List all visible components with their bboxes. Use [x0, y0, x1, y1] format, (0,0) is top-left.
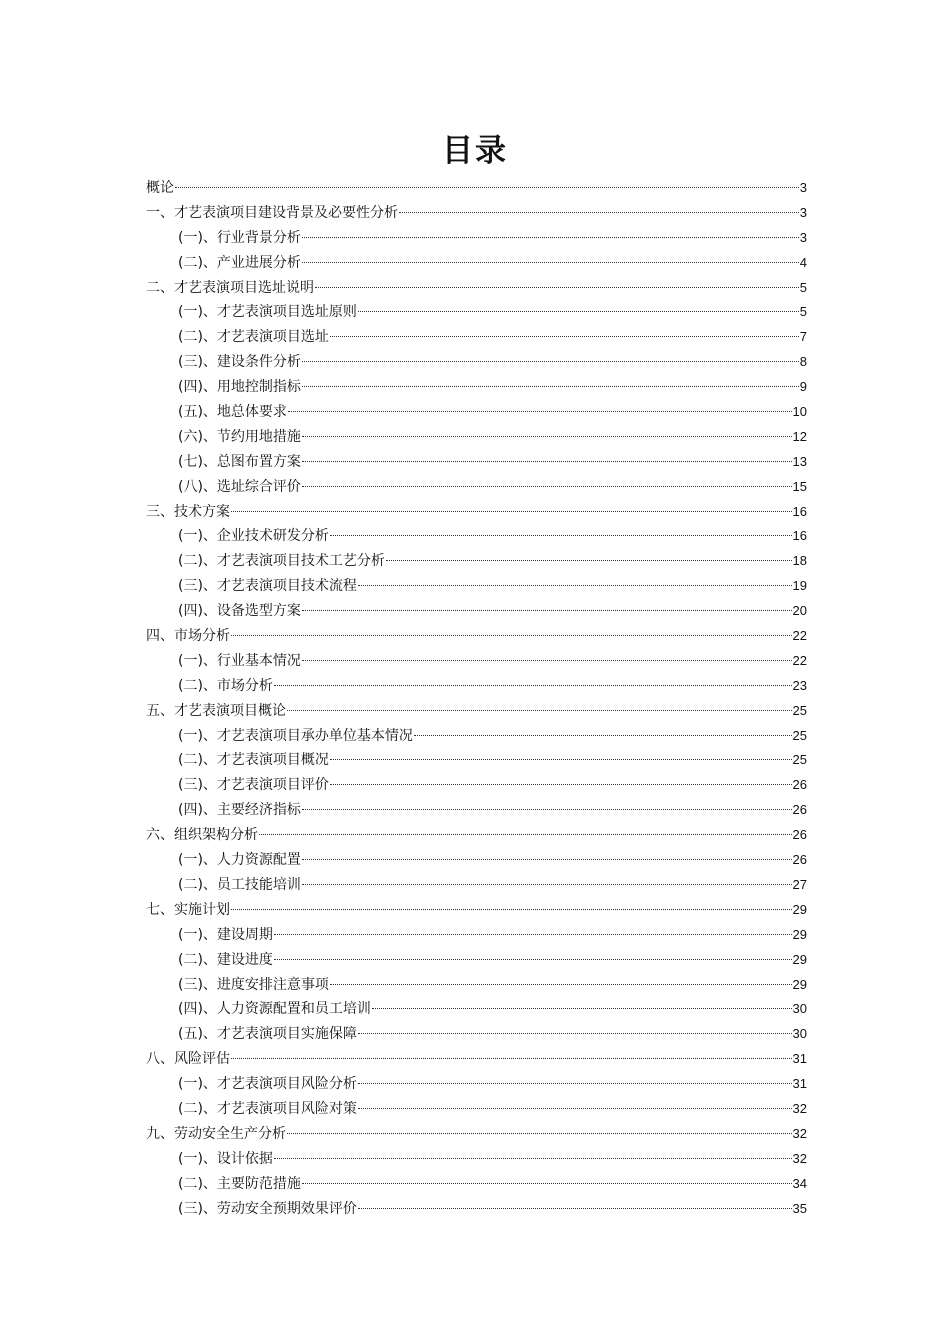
toc-dot-leader [399, 212, 799, 213]
toc-entry-label: (三)、劳动安全预期效果评价 [178, 1200, 357, 1217]
toc-subsection-entry[interactable] [146, 1072, 807, 1097]
toc-entry-label: (七)、总图布置方案 [178, 453, 301, 470]
toc-entry-label: (二)、才艺表演项目风险对策 [178, 1100, 357, 1117]
toc-dot-leader [274, 959, 792, 960]
toc-page-number: 29 [792, 951, 807, 967]
toc-entry-label: (一)、设计依据 [178, 1150, 273, 1167]
toc-section-entry[interactable] [146, 276, 807, 301]
toc-dot-leader [372, 1008, 792, 1009]
toc-subsection-entry[interactable] [146, 649, 807, 674]
toc-dot-leader [302, 262, 799, 263]
toc-list [146, 176, 807, 1221]
toc-page-number: 13 [792, 453, 807, 469]
toc-dot-leader [414, 735, 792, 736]
toc-dot-leader [231, 1058, 792, 1059]
toc-entry-label: (一)、建设周期 [178, 926, 273, 943]
toc-entry-label: (一)、行业背景分析 [178, 229, 301, 246]
toc-dot-leader [358, 585, 792, 586]
toc-dot-leader [330, 336, 799, 337]
toc-page-number: 26 [792, 852, 807, 868]
toc-entry-label: 二、才艺表演项目选址说明 [146, 279, 314, 296]
toc-subsection-entry[interactable] [146, 674, 807, 699]
toc-dot-leader [358, 1033, 792, 1034]
toc-section-entry[interactable] [146, 176, 807, 201]
toc-dot-leader [386, 560, 792, 561]
toc-subsection-entry[interactable] [146, 574, 807, 599]
toc-entry-label: 四、市场分析 [146, 628, 230, 645]
toc-entry-label: 概论 [146, 180, 174, 196]
toc-page-number: 3 [799, 180, 807, 195]
toc-entry-label: (一)、才艺表演项目承办单位基本情况 [178, 727, 413, 744]
toc-section-entry[interactable] [146, 898, 807, 923]
toc-entry-label: 九、劳动安全生产分析 [146, 1125, 286, 1142]
toc-dot-leader [302, 436, 792, 437]
toc-section-entry[interactable] [146, 1047, 807, 1072]
toc-dot-leader [231, 909, 792, 910]
toc-entry-label: (一)、人力资源配置 [178, 852, 301, 869]
toc-page-number: 19 [792, 578, 807, 594]
toc-dot-leader [330, 535, 792, 536]
toc-dot-leader [330, 759, 792, 760]
toc-page-number: 10 [792, 404, 807, 420]
toc-entry-label: (五)、地总体要求 [178, 404, 287, 421]
toc-section-entry[interactable] [146, 823, 807, 848]
toc-page-number: 29 [792, 901, 807, 917]
toc-entry-label: (一)、才艺表演项目风险分析 [178, 1076, 357, 1093]
toc-page-number: 30 [792, 1001, 807, 1017]
toc-subsection-entry[interactable] [146, 873, 807, 898]
toc-subsection-entry[interactable] [146, 425, 807, 450]
toc-dot-leader [302, 361, 799, 362]
toc-dot-leader [302, 610, 792, 611]
toc-entry-label: (四)、设备选型方案 [178, 603, 301, 620]
toc-page-number: 25 [792, 727, 807, 743]
toc-subsection-entry[interactable] [146, 724, 807, 749]
toc-entry-label: (二)、才艺表演项目选址 [178, 329, 329, 346]
toc-entry-label: 六、组织架构分析 [146, 827, 258, 844]
toc-page-number: 32 [792, 1125, 807, 1141]
toc-entry-label: (八)、选址综合评价 [178, 478, 301, 495]
toc-subsection-entry[interactable] [146, 748, 807, 773]
toc-subsection-entry[interactable] [146, 375, 807, 400]
toc-page-number: 35 [792, 1200, 807, 1216]
toc-dot-leader [302, 486, 792, 487]
toc-entry-label: 五、才艺表演项目概论 [146, 702, 286, 719]
toc-entry-label: 七、实施计划 [146, 901, 230, 918]
toc-subsection-entry[interactable] [146, 450, 807, 475]
toc-dot-leader [287, 1133, 792, 1134]
toc-subsection-entry[interactable] [146, 1022, 807, 1047]
toc-dot-leader [231, 635, 792, 636]
toc-subsection-entry[interactable] [146, 973, 807, 998]
toc-entry-label: (三)、才艺表演项目评价 [178, 777, 329, 794]
toc-subsection-entry[interactable] [146, 325, 807, 350]
toc-entry-label: (一)、企业技术研发分析 [178, 528, 329, 545]
toc-section-entry[interactable] [146, 201, 807, 226]
toc-page-number: 34 [792, 1175, 807, 1191]
toc-page-number: 7 [799, 329, 807, 345]
toc-dot-leader [302, 386, 799, 387]
toc-subsection-entry[interactable] [146, 923, 807, 948]
toc-page-number: 12 [792, 428, 807, 444]
toc-subsection-entry[interactable] [146, 1097, 807, 1122]
toc-page-number: 18 [792, 553, 807, 569]
toc-entry-label: (四)、人力资源配置和员工培训 [178, 1001, 371, 1018]
toc-subsection-entry[interactable] [146, 997, 807, 1022]
toc-subsection-entry[interactable] [146, 251, 807, 276]
toc-entry-label: (二)、主要防范措施 [178, 1175, 301, 1192]
toc-dot-leader [302, 237, 799, 238]
toc-page-number: 22 [792, 628, 807, 644]
toc-subsection-entry[interactable] [146, 400, 807, 425]
toc-dot-leader [358, 311, 799, 312]
toc-page-number: 16 [792, 503, 807, 519]
toc-subsection-entry[interactable] [146, 350, 807, 375]
toc-entry-label: (二)、建设进度 [178, 951, 273, 968]
toc-dot-leader [302, 884, 792, 885]
toc-page-number: 31 [792, 1076, 807, 1092]
toc-section-entry[interactable] [146, 624, 807, 649]
toc-page-number: 5 [799, 304, 807, 320]
toc-entry-label: (四)、主要经济指标 [178, 802, 301, 819]
toc-subsection-entry[interactable] [146, 948, 807, 973]
toc-page-number: 4 [799, 254, 807, 270]
toc-page-number: 25 [792, 752, 807, 768]
toc-dot-leader [330, 984, 792, 985]
toc-subsection-entry[interactable] [146, 524, 807, 549]
toc-subsection-entry[interactable] [146, 1172, 807, 1197]
toc-dot-leader [274, 1158, 792, 1159]
toc-subsection-entry[interactable] [146, 798, 807, 823]
toc-page-number: 26 [792, 802, 807, 818]
toc-subsection-entry[interactable] [146, 848, 807, 873]
toc-section-entry[interactable] [146, 1122, 807, 1147]
toc-dot-leader [302, 461, 792, 462]
toc-section-entry[interactable] [146, 699, 807, 724]
toc-entry-label: (六)、节约用地措施 [178, 428, 301, 445]
toc-dot-leader [302, 809, 792, 810]
toc-dot-leader [302, 660, 792, 661]
toc-entry-label: 八、风险评估 [146, 1051, 230, 1068]
toc-dot-leader [231, 511, 792, 512]
toc-dot-leader [288, 411, 792, 412]
toc-entry-label: 三、技术方案 [146, 503, 230, 520]
toc-page-number: 27 [792, 876, 807, 892]
toc-page-number: 15 [792, 478, 807, 494]
toc-entry-label: (四)、用地控制指标 [178, 379, 301, 396]
toc-dot-leader [358, 1083, 792, 1084]
toc-entry-label: (二)、员工技能培训 [178, 876, 301, 893]
toc-page-number: 3 [799, 204, 807, 220]
toc-entry-label: (一)、行业基本情况 [178, 652, 301, 669]
toc-dot-leader [274, 934, 792, 935]
toc-subsection-entry[interactable] [146, 226, 807, 251]
toc-page-number: 3 [799, 229, 807, 245]
toc-dot-leader [302, 859, 792, 860]
toc-page-number: 5 [799, 279, 807, 295]
toc-entry-label: (二)、才艺表演项目技术工艺分析 [178, 553, 385, 570]
toc-subsection-entry[interactable] [146, 549, 807, 574]
toc-page-number: 8 [799, 354, 807, 370]
toc-subsection-entry[interactable] [146, 599, 807, 624]
toc-entry-label: (一)、才艺表演项目选址原则 [178, 304, 357, 321]
toc-entry-label: (三)、建设条件分析 [178, 354, 301, 371]
toc-dot-leader [358, 1108, 792, 1109]
toc-subsection-entry[interactable] [146, 1197, 807, 1222]
toc-entry-label: (五)、才艺表演项目实施保障 [178, 1026, 357, 1043]
toc-page-number: 31 [792, 1051, 807, 1067]
toc-entry-label: (三)、才艺表演项目技术流程 [178, 578, 357, 595]
toc-page-number: 26 [792, 827, 807, 843]
toc-entry-label: (三)、进度安排注意事项 [178, 976, 329, 993]
toc-page-number: 23 [792, 677, 807, 693]
toc-entry-label: (二)、产业进展分析 [178, 254, 301, 271]
toc-page-number: 16 [792, 528, 807, 544]
toc-title: 目录 [442, 133, 508, 169]
toc-page-number: 20 [792, 603, 807, 619]
toc-dot-leader [358, 1208, 792, 1209]
toc-page-number: 9 [799, 379, 807, 395]
toc-dot-leader [315, 287, 799, 288]
toc-subsection-entry[interactable] [146, 300, 807, 325]
toc-dot-leader [259, 834, 792, 835]
toc-subsection-entry[interactable] [146, 475, 807, 500]
toc-entry-label: 一、才艺表演项目建设背景及必要性分析 [146, 204, 398, 221]
toc-subsection-entry[interactable] [146, 1147, 807, 1172]
toc-page-number: 22 [792, 652, 807, 668]
toc-page-number: 29 [792, 976, 807, 992]
toc-dot-leader [175, 187, 799, 188]
toc-entry-label: (二)、才艺表演项目概况 [178, 752, 329, 769]
toc-entry-label: (二)、市场分析 [178, 677, 273, 694]
toc-page-number: 29 [792, 926, 807, 942]
toc-page-number: 26 [792, 777, 807, 793]
toc-dot-leader [287, 710, 792, 711]
toc-page-number: 30 [792, 1026, 807, 1042]
toc-dot-leader [302, 1183, 792, 1184]
toc-subsection-entry[interactable] [146, 773, 807, 798]
toc-dot-leader [330, 784, 792, 785]
toc-page-number: 25 [792, 702, 807, 718]
toc-section-entry[interactable] [146, 500, 807, 525]
toc-page-number: 32 [792, 1150, 807, 1166]
toc-page-number: 32 [792, 1100, 807, 1116]
toc-dot-leader [274, 685, 792, 686]
